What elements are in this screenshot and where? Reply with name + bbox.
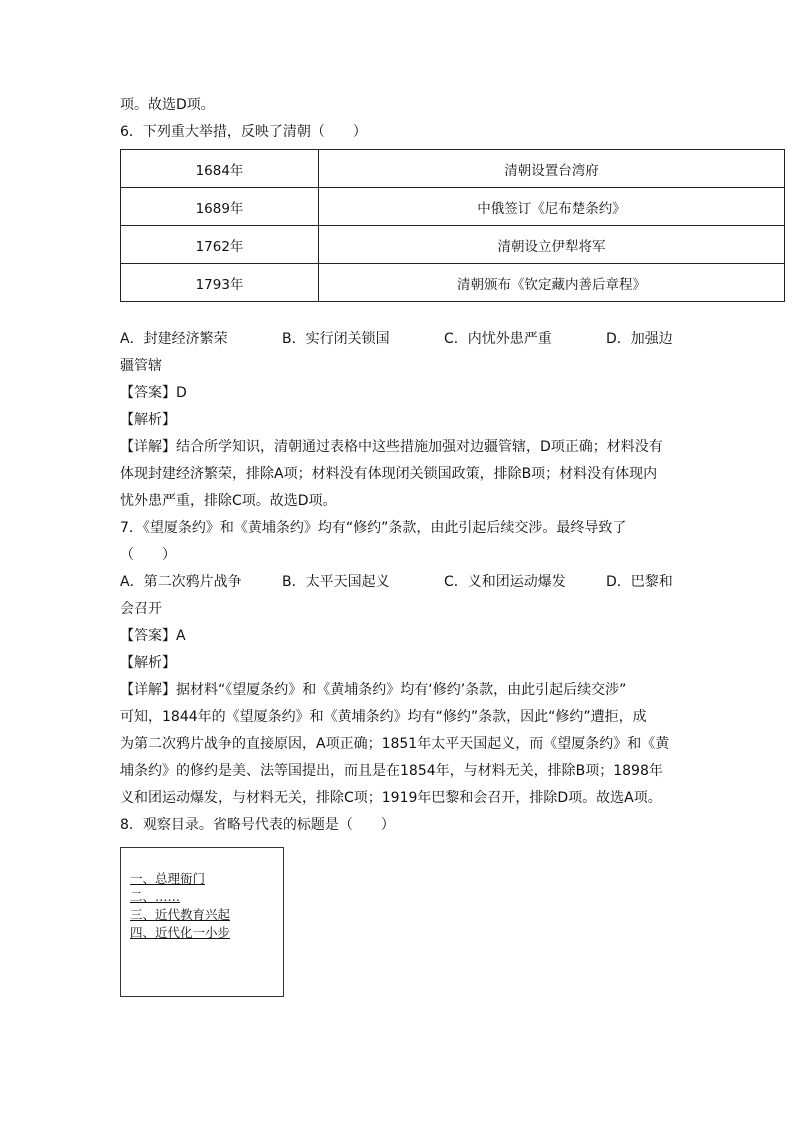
table-cell-year: 1762年 <box>121 226 319 264</box>
q6-detail-line: 【详解】结合所学知识，清朝通过表格中这些措施加强对边疆管辖，D项正确；材料没有 <box>120 439 663 455</box>
table-row <box>121 150 785 188</box>
table-row <box>121 226 785 264</box>
toc-item: 三、近代教育兴起 <box>130 907 231 922</box>
q6-detail-line: 忧外患严重，排除C项。故选D项。 <box>120 493 337 509</box>
q7-analysis-label: 【解析】 <box>120 655 176 671</box>
table-cell-event: 清朝设置台湾府 <box>319 150 785 188</box>
q7-options <box>120 569 680 596</box>
toc-item: 一、总理衙门 <box>130 871 206 886</box>
q8-toc-list <box>130 870 230 942</box>
q6-option-a: A．封建经济繁荣 <box>120 331 228 347</box>
table-cell-year: 1684年 <box>121 150 319 188</box>
q7-detail-line: 可知，1844年的《望厦条约》和《黄埔条约》均有“修约”条款，因此“修约”遭拒，成 <box>120 709 647 725</box>
q7-detail-line: 埔条约》的修约是美、法等国提出，而且是在1854年，与材料无关，排除B项；1898年 <box>120 763 663 779</box>
q7-stem: 7．《望厦条约》和《黄埔条约》均有“修约”条款，由此引起后续交涉。最终导致了 <box>120 520 627 536</box>
document-page <box>120 92 680 997</box>
q7-option-c: C．义和团运动爆发 <box>444 574 566 590</box>
q6-analysis-label: 【解析】 <box>120 412 176 428</box>
table-cell-year: 1793年 <box>121 264 319 302</box>
table-cell-year: 1689年 <box>121 188 319 226</box>
q6-option-c: C．内忧外患严重 <box>444 331 552 347</box>
toc-item: 四、近代化一小步 <box>130 925 231 940</box>
q6-events-table <box>120 149 785 302</box>
q6-stem: 6．下列重大举措，反映了清朝（ ） <box>120 124 367 140</box>
q6-option-d: D．加强边 <box>606 331 673 347</box>
table-cell-event: 清朝设立伊犁将军 <box>319 226 785 264</box>
table-cell-event: 清朝颁布《钦定藏内善后章程》 <box>319 264 785 302</box>
table-row <box>121 188 785 226</box>
q6-answer: 【答案】D <box>120 385 187 401</box>
table-cell-event: 中俄签订《尼布楚条约》 <box>319 188 785 226</box>
table-row <box>121 264 785 302</box>
q7-detail-line: 义和团运动爆发，与材料无关，排除C项；1919年巴黎和会召开，排除D项。故选A项。 <box>120 790 662 806</box>
q6-option-b: B．实行闭关锁国 <box>282 331 390 347</box>
q7-option-b: B．太平天国起义 <box>282 574 390 590</box>
q6-options <box>120 326 680 353</box>
q7-stem-continued: （ ） <box>120 547 176 563</box>
q6-detail-line: 体现封建经济繁荣，排除A项；材料没有体现闭关锁国政策，排除B项；材料没有体现内 <box>120 466 658 482</box>
q7-answer: 【答案】A <box>120 628 186 644</box>
q7-option-d-continued: 会召开 <box>120 601 162 617</box>
q6-option-d-continued: 疆管辖 <box>120 358 162 374</box>
q7-detail-line: 为第二次鸦片战争的直接原因，A项正确；1851年太平天国起义，而《望厦条约》和《黄 <box>120 736 670 752</box>
q7-option-d: D．巴黎和 <box>606 574 673 590</box>
q8-stem: 8．观察目录。省略号代表的标题是（ ） <box>120 817 395 833</box>
q7-option-a: A．第二次鸦片战争 <box>120 574 242 590</box>
q8-table-of-contents-box <box>120 847 284 997</box>
q7-detail-line: 【详解】据材料“《望厦条约》和《黄埔条约》均有‘修约’条款，由此引起后续交涉” <box>120 682 627 698</box>
toc-item: 二、…… <box>130 889 181 904</box>
prev-answer-tail: 项。故选D项。 <box>120 97 215 113</box>
